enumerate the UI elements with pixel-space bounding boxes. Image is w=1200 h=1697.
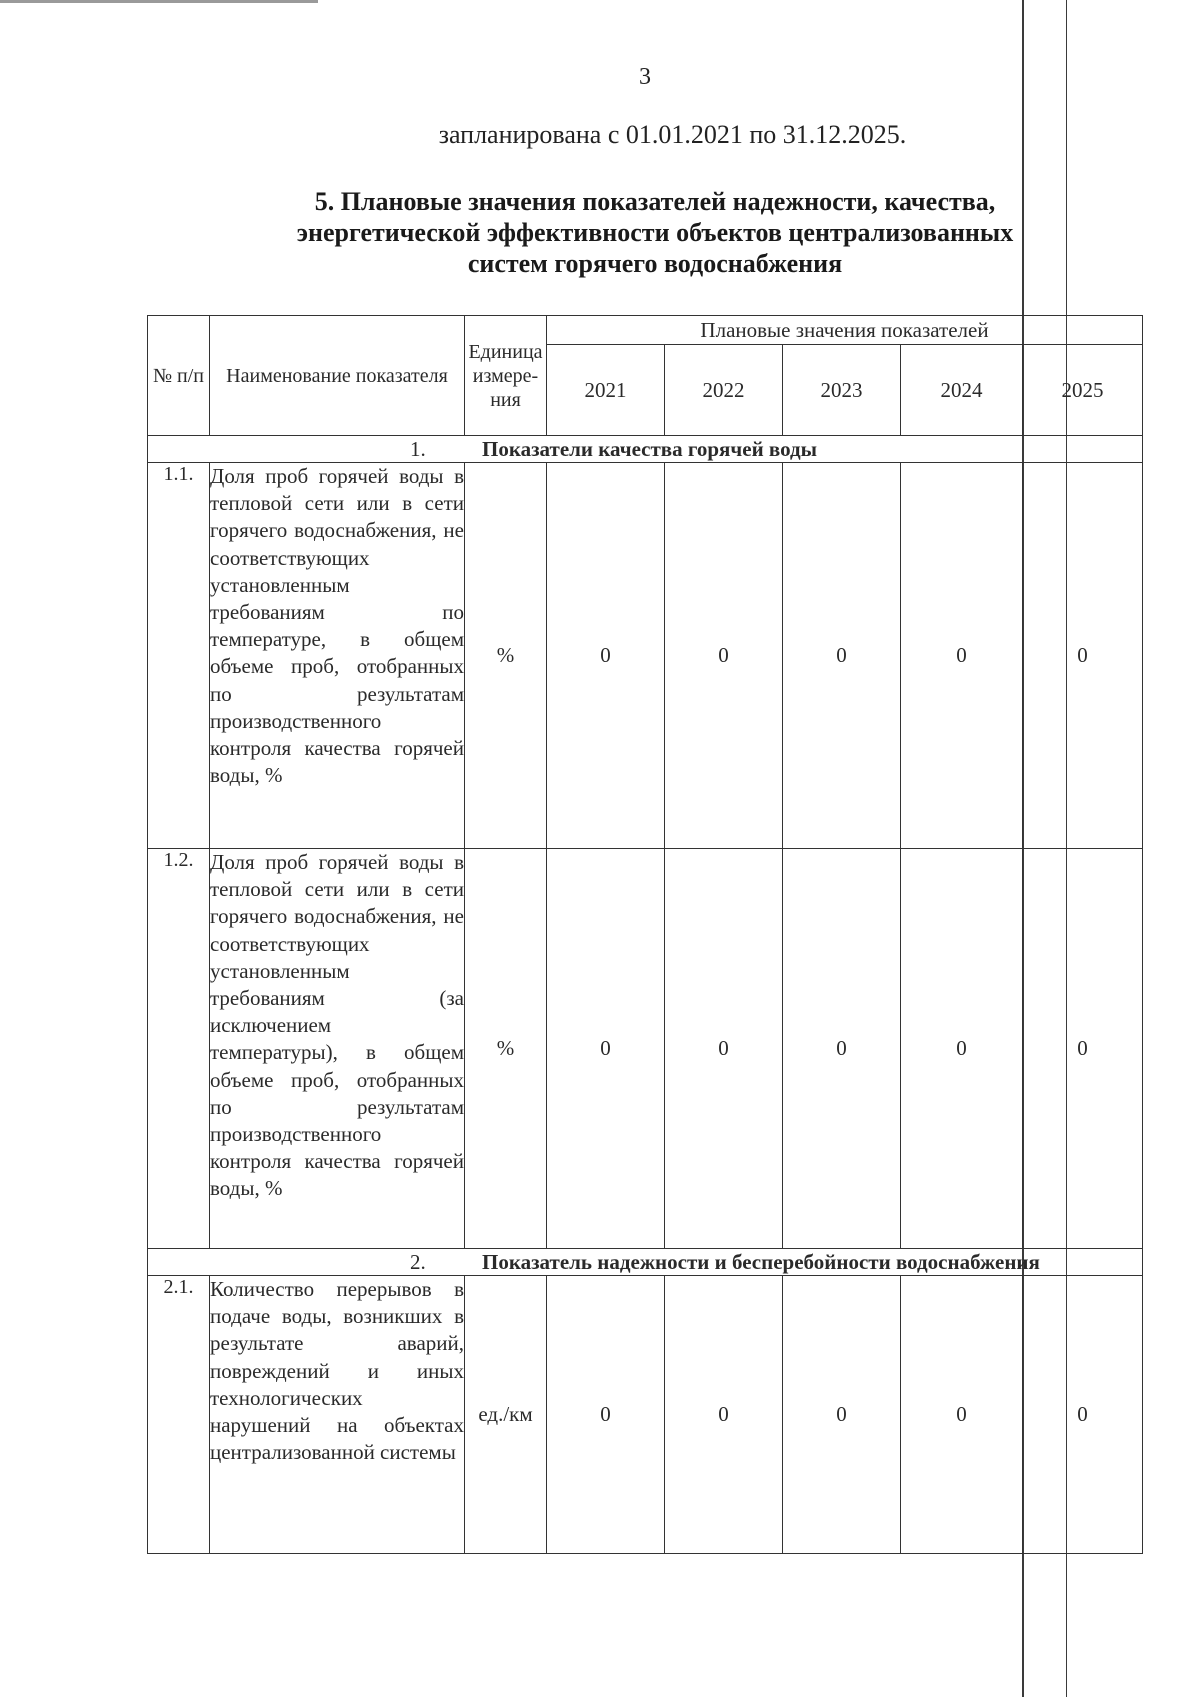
- section-row: [148, 1249, 1143, 1276]
- row-value: 0: [783, 849, 901, 1249]
- row-name: Количество перерывов в подаче воды, возникших в результате аварий, повреждений и иных технологических нарушений на объектах централизованной системы: [210, 1276, 465, 1554]
- row-value: 0: [665, 849, 783, 1249]
- row-value: 0: [901, 463, 1023, 849]
- row-value: 0: [901, 849, 1023, 1249]
- section-title: Показатель надежности и бесперебойности водоснабжения: [482, 1250, 1040, 1274]
- header-unit: Единица измере-ния: [465, 316, 547, 436]
- section-row: [148, 436, 1143, 463]
- row-value: 0: [665, 1276, 783, 1554]
- row-value: 0: [783, 463, 901, 849]
- page-number: 3: [639, 64, 651, 90]
- table-row: [148, 463, 1143, 849]
- row-value: 0: [1023, 1276, 1143, 1554]
- header-plan: Плановые значения показателей: [547, 316, 1143, 345]
- table-row: [148, 1276, 1143, 1554]
- scan-edge-mark: [0, 0, 318, 3]
- row-value: 0: [901, 1276, 1023, 1554]
- row-value: 0: [1023, 463, 1143, 849]
- row-value: 0: [783, 1276, 901, 1554]
- row-number: 1.2.: [148, 849, 210, 1249]
- section-number: 1.: [410, 437, 426, 461]
- header-year: 2024: [901, 345, 1023, 436]
- heading-line-3: систем горячего водоснабжения: [467, 249, 843, 278]
- row-value: 0: [547, 1276, 665, 1554]
- row-name: Доля проб горячей воды в тепловой сети или в сети горячего водоснабжения, не соответствующих установленным требованиям по температуре, в общем объеме проб, отобранных по результатам производственного контроля качества горячей воды, %: [210, 463, 465, 849]
- row-unit: %: [465, 463, 547, 849]
- row-name: Доля проб горячей воды в тепловой сети или в сети горячего водоснабжения, не соответствующих установленным требованиям (за исключением температуры), в общем объеме проб, отобранных по результатам производственного контроля качества горячей воды, %: [210, 849, 465, 1249]
- header-year: 2023: [783, 345, 901, 436]
- header-name: Наименование показателя: [210, 316, 465, 436]
- row-value: 0: [547, 463, 665, 849]
- header-num: № п/п: [148, 316, 210, 436]
- table-row: [148, 849, 1143, 1249]
- heading-line-1: 5. Плановые значения показателей надежности, качества,: [314, 187, 996, 216]
- section-heading: [230, 186, 1080, 279]
- row-unit: %: [465, 849, 547, 1249]
- section-title: Показатели качества горячей воды: [482, 437, 818, 461]
- intro-line: запланирована с 01.01.2021 по 31.12.2025.: [438, 120, 907, 149]
- header-row: [148, 316, 1143, 345]
- section-number: 2.: [410, 1250, 426, 1274]
- row-value: 0: [547, 849, 665, 1249]
- header-year: 2021: [547, 345, 665, 436]
- header-year: 2022: [665, 345, 783, 436]
- row-value: 0: [665, 463, 783, 849]
- indicators-table: [147, 315, 1143, 1554]
- row-number: 1.1.: [148, 463, 210, 849]
- header-year: 2025: [1023, 345, 1143, 436]
- row-value: 0: [1023, 849, 1143, 1249]
- row-unit: ед./км: [465, 1276, 547, 1554]
- row-number: 2.1.: [148, 1276, 210, 1554]
- heading-line-2: энергетической эффективности объектов централизованных: [296, 218, 1014, 247]
